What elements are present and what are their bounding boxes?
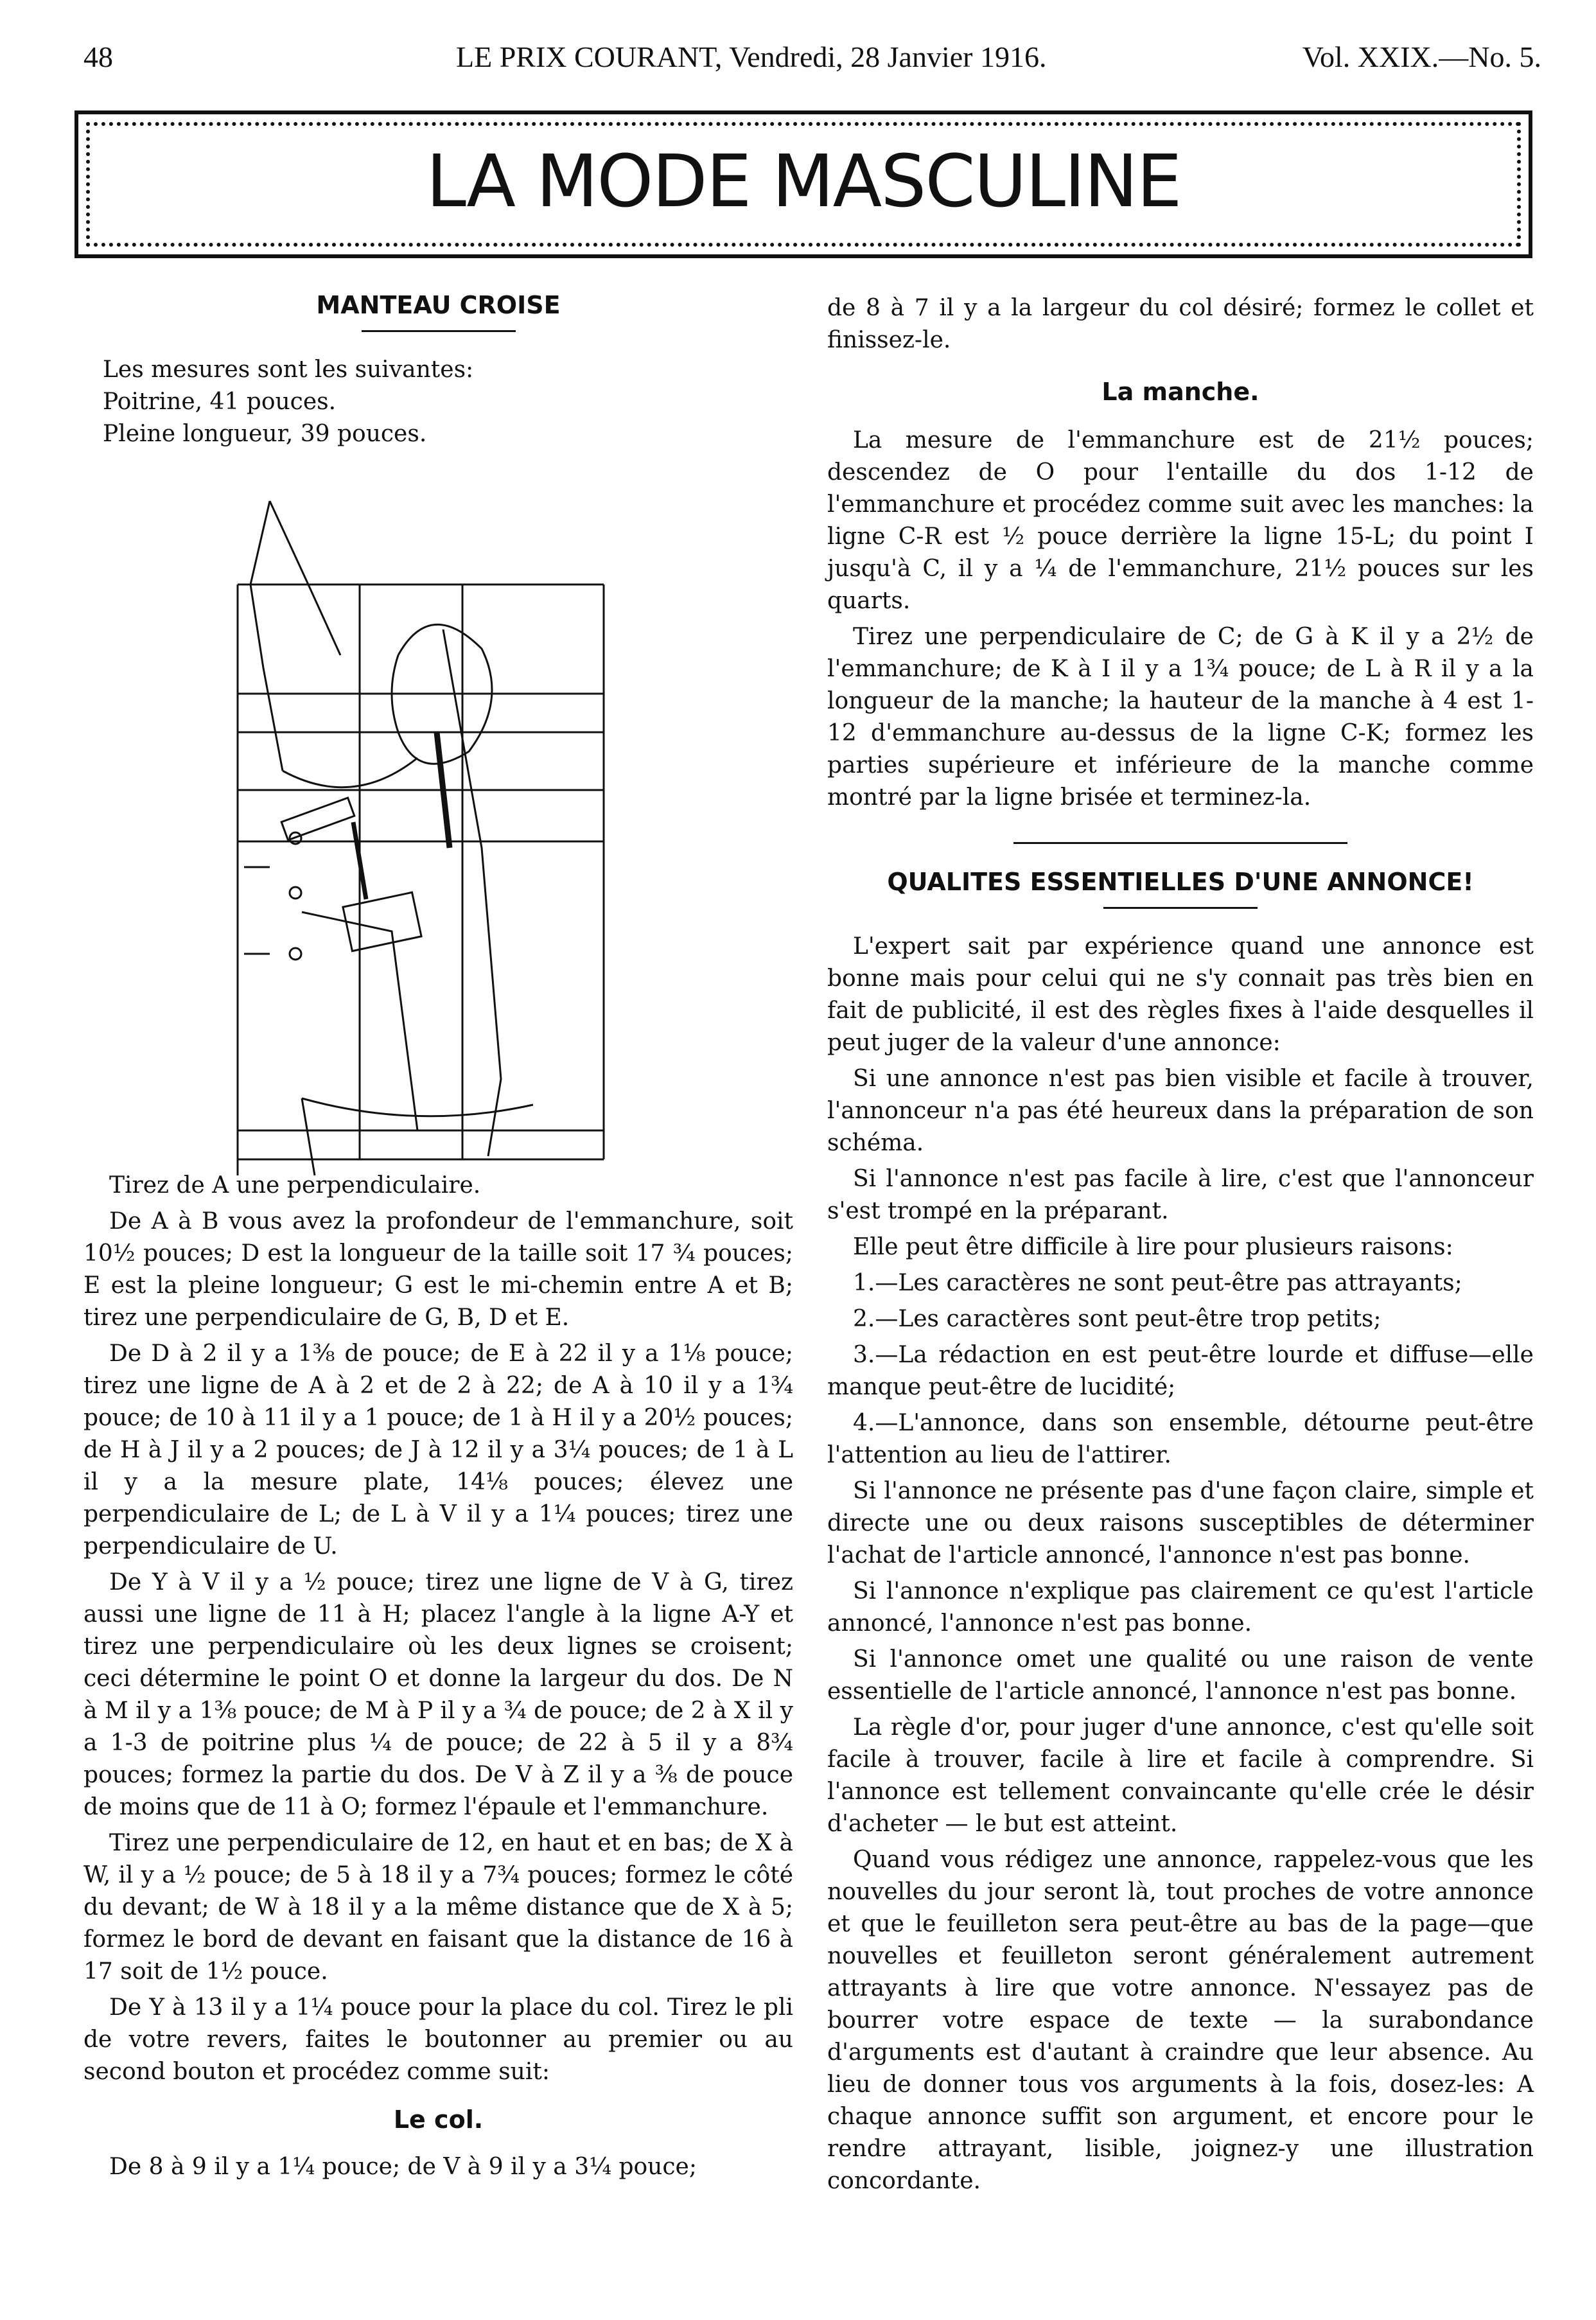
section-banner xyxy=(75,110,1532,258)
body-paragraph: Si l'annonce n'est pas facile à lire, c'est que l'annonceur s'est trompé en la préparant. xyxy=(827,1166,1534,1224)
subheading-col: Le col. xyxy=(393,2105,484,2134)
body-paragraph: Tirez une perpendiculaire de 12, en haut et en bas; de X à W, il y a ½ pouce; de 5 à 18 il y a 7¾ pouces; formez le côté du devant; de W à 18 il y a la même distance que de X à 5; formez le bord de devant en faisant que la distance de 16 à 17 soit de 1½ pouce. xyxy=(83,1830,793,1985)
body-paragraph: de 8 à 7 il y a la largeur du col désiré; formez le collet et finissez-le. xyxy=(827,295,1534,353)
body-paragraph: Si l'annonce n'explique pas clairement ce qu'est l'article annoncé, l'annonce n'est pas bonne. xyxy=(827,1578,1534,1637)
measurements-block xyxy=(103,354,793,450)
body-paragraph: De Y à 13 il y a 1¼ pouce pour la place du col. Tirez le pli de votre revers, faites le boutonner au premier ou au second bouton et procédez comme suit: xyxy=(83,1994,793,2085)
measure-chest: Poitrine, 41 pouces. xyxy=(103,389,337,415)
body-paragraph: La règle d'or, pour juger d'une annonce, c'est qu'elle soit facile à trouver, facile à lire et facile à comprendre. Si l'annonce est tellement convaincante qu'elle crée le désir d'acheter — le but est atteint. xyxy=(827,1714,1534,1837)
heading-rule xyxy=(362,330,516,332)
subheading-manche: La manche. xyxy=(1101,378,1259,406)
article-heading-manteau: MANTEAU CROISE xyxy=(316,291,561,319)
volume-number: Vol. XXIX.—No. 5. xyxy=(1302,40,1541,73)
body-paragraph: L'expert sait par expérience quand une annonce est bonne mais pour celui qui ne s'y connait pas très bien en fait de publicité, il est des règles fixes à l'aide desquelles il peut juger de la valeur d'une annonce: xyxy=(827,933,1534,1056)
body-paragraph: Tirez une perpendiculaire de C; de G à K il y a 2½ de l'emmanchure; de K à I il y a 1¾ pouce; de L à R il y a la longueur de la manche; la hauteur de la manche à 4 est 1-12 d'emmanchure au-dessus de la ligne C-K; formez les parties supérieure et inférieure de la manche comme montré par la ligne brisée et terminez-la. xyxy=(827,624,1534,811)
right-column xyxy=(827,292,1534,2201)
body-paragraph: De 8 à 9 il y a 1¼ pouce; de V à 9 il y a 3¼ pouce; xyxy=(109,2154,697,2180)
measure-length: Pleine longueur, 39 pouces. xyxy=(103,421,427,447)
list-item: 1.—Les caractères ne sont peut-être pas attrayants; xyxy=(853,1270,1462,1296)
body-paragraph: De D à 2 il y a 1⅜ de pouce; de E à 22 il y a 1⅛ pouce; tirez une ligne de A à 2 et de 2 à 22; de A à 10 il y a 1¾ pouce; de 10 à 11 il y a 1 pouce; de 1 à H il y a 20½ pouces; de H à J il y a 2 pouces; de J à 12 il y a 3¼ pouces; de 1 à L il y a la mesure plate, 14⅛ pouces; élevez une perpendiculaire de L; de L à V il y a 1¼ pouces; tirez une perpendiculaire de U. xyxy=(83,1340,793,1560)
heading-rule xyxy=(1103,907,1258,909)
pattern-drawing xyxy=(225,488,623,1201)
body-paragraph: Si l'annonce ne présente pas d'une façon claire, simple et directe une ou deux raisons susceptibles de déterminer l'achat de l'article annoncé, l'annonce n'est pas bonne. xyxy=(827,1478,1534,1569)
body-paragraph: Quand vous rédigez une annonce, rappelez-vous que les nouvelles du jour seront là, tout proches de votre annonce et que le feuilleton sera peut-être au bas de la page—que nouvelles et feuilleton seront généralement autrement attrayants à lire que votre annonce. N'essayez pas de bourrer votre espace de texte — la surabondance d'arguments est d'autant à craindre que leur absence. Au lieu de donner tous vos arguments à la fois, dosez-les: A chaque annonce suffit son argument, et encore pour le rendre attrayant, lisible, joignez-y une illustration concordante. xyxy=(827,1847,1534,2194)
body-paragraph: De Y à V il y a ½ pouce; tirez une ligne de V à G, tirez aussi une ligne de 11 à H; placez l'angle à la ligne A-Y et tirez une perpendiculaire où les deux lignes se croisent; ceci détermine le point O et donne la largeur du dos. De N à M il y a 1⅜ pouce; de M à P il y a ¾ de pouce; de 2 à X il y a 1-3 de poitrine plus ¼ de pouce; de 22 à 5 il y a 8¾ pouces; formez la partie du dos. De V à Z il y a ⅜ de pouce de moins que de 11 à O; formez l'épaule et l'emmanchure. xyxy=(83,1569,793,1820)
pattern-diagram xyxy=(225,488,623,1201)
publication-line: LE PRIX COURANT, Vendredi, 28 Janvier 1916. xyxy=(456,40,1047,73)
list-item: 2.—Les caractères sont peut-être trop petits; xyxy=(853,1306,1381,1332)
running-head xyxy=(83,40,1541,85)
measures-intro: Les mesures sont les suivantes: xyxy=(103,356,474,383)
body-paragraph: Si une annonce n'est pas bien visible et facile à trouver, l'annonceur n'a pas été heureux dans la préparation de son schéma. xyxy=(827,1066,1534,1156)
body-paragraph: Si l'annonce omet une qualité ou une raison de vente essentielle de l'article annoncé, l'annonce n'est pas bonne. xyxy=(827,1646,1534,1705)
article-heading-annonce: QUALITES ESSENTIELLES D'UNE ANNONCE! xyxy=(887,868,1474,896)
body-paragraph: La mesure de l'emmanchure est de 21½ pouces; descendez de O pour l'entaille du dos 1-12 de l'emmanchure et procédez comme suit avec les manches: la ligne C-R est ½ pouce derrière la ligne 15-L; du point I jusqu'à C, il y a ¼ de l'emmanchure, 21½ pouces sur les quarts. xyxy=(827,427,1534,614)
banner-title: LA MODE MASCULINE xyxy=(426,140,1181,224)
body-paragraph: Tirez de A une perpendiculaire. xyxy=(109,1172,481,1199)
page-number: 48 xyxy=(83,40,113,73)
section-rule xyxy=(1013,842,1347,844)
body-paragraph: De A à B vous avez la profondeur de l'emmanchure, soit 10½ pouces; D est la longueur de la taille soit 17 ¾ pouces; E est la pleine longueur; G est le mi-chemin entre A et B; tirez une perpendiculaire de G, B, D et E. xyxy=(83,1208,793,1331)
list-item: 3.—La rédaction en est peut-être lourde et diffuse—elle manque peut-être de lucidité; xyxy=(827,1342,1534,1400)
body-paragraph: Elle peut être difficile à lire pour plusieurs raisons: xyxy=(853,1234,1453,1260)
list-item: 4.—L'annonce, dans son ensemble, détourne peut-être l'attention au lieu de l'attirer. xyxy=(827,1410,1534,1468)
